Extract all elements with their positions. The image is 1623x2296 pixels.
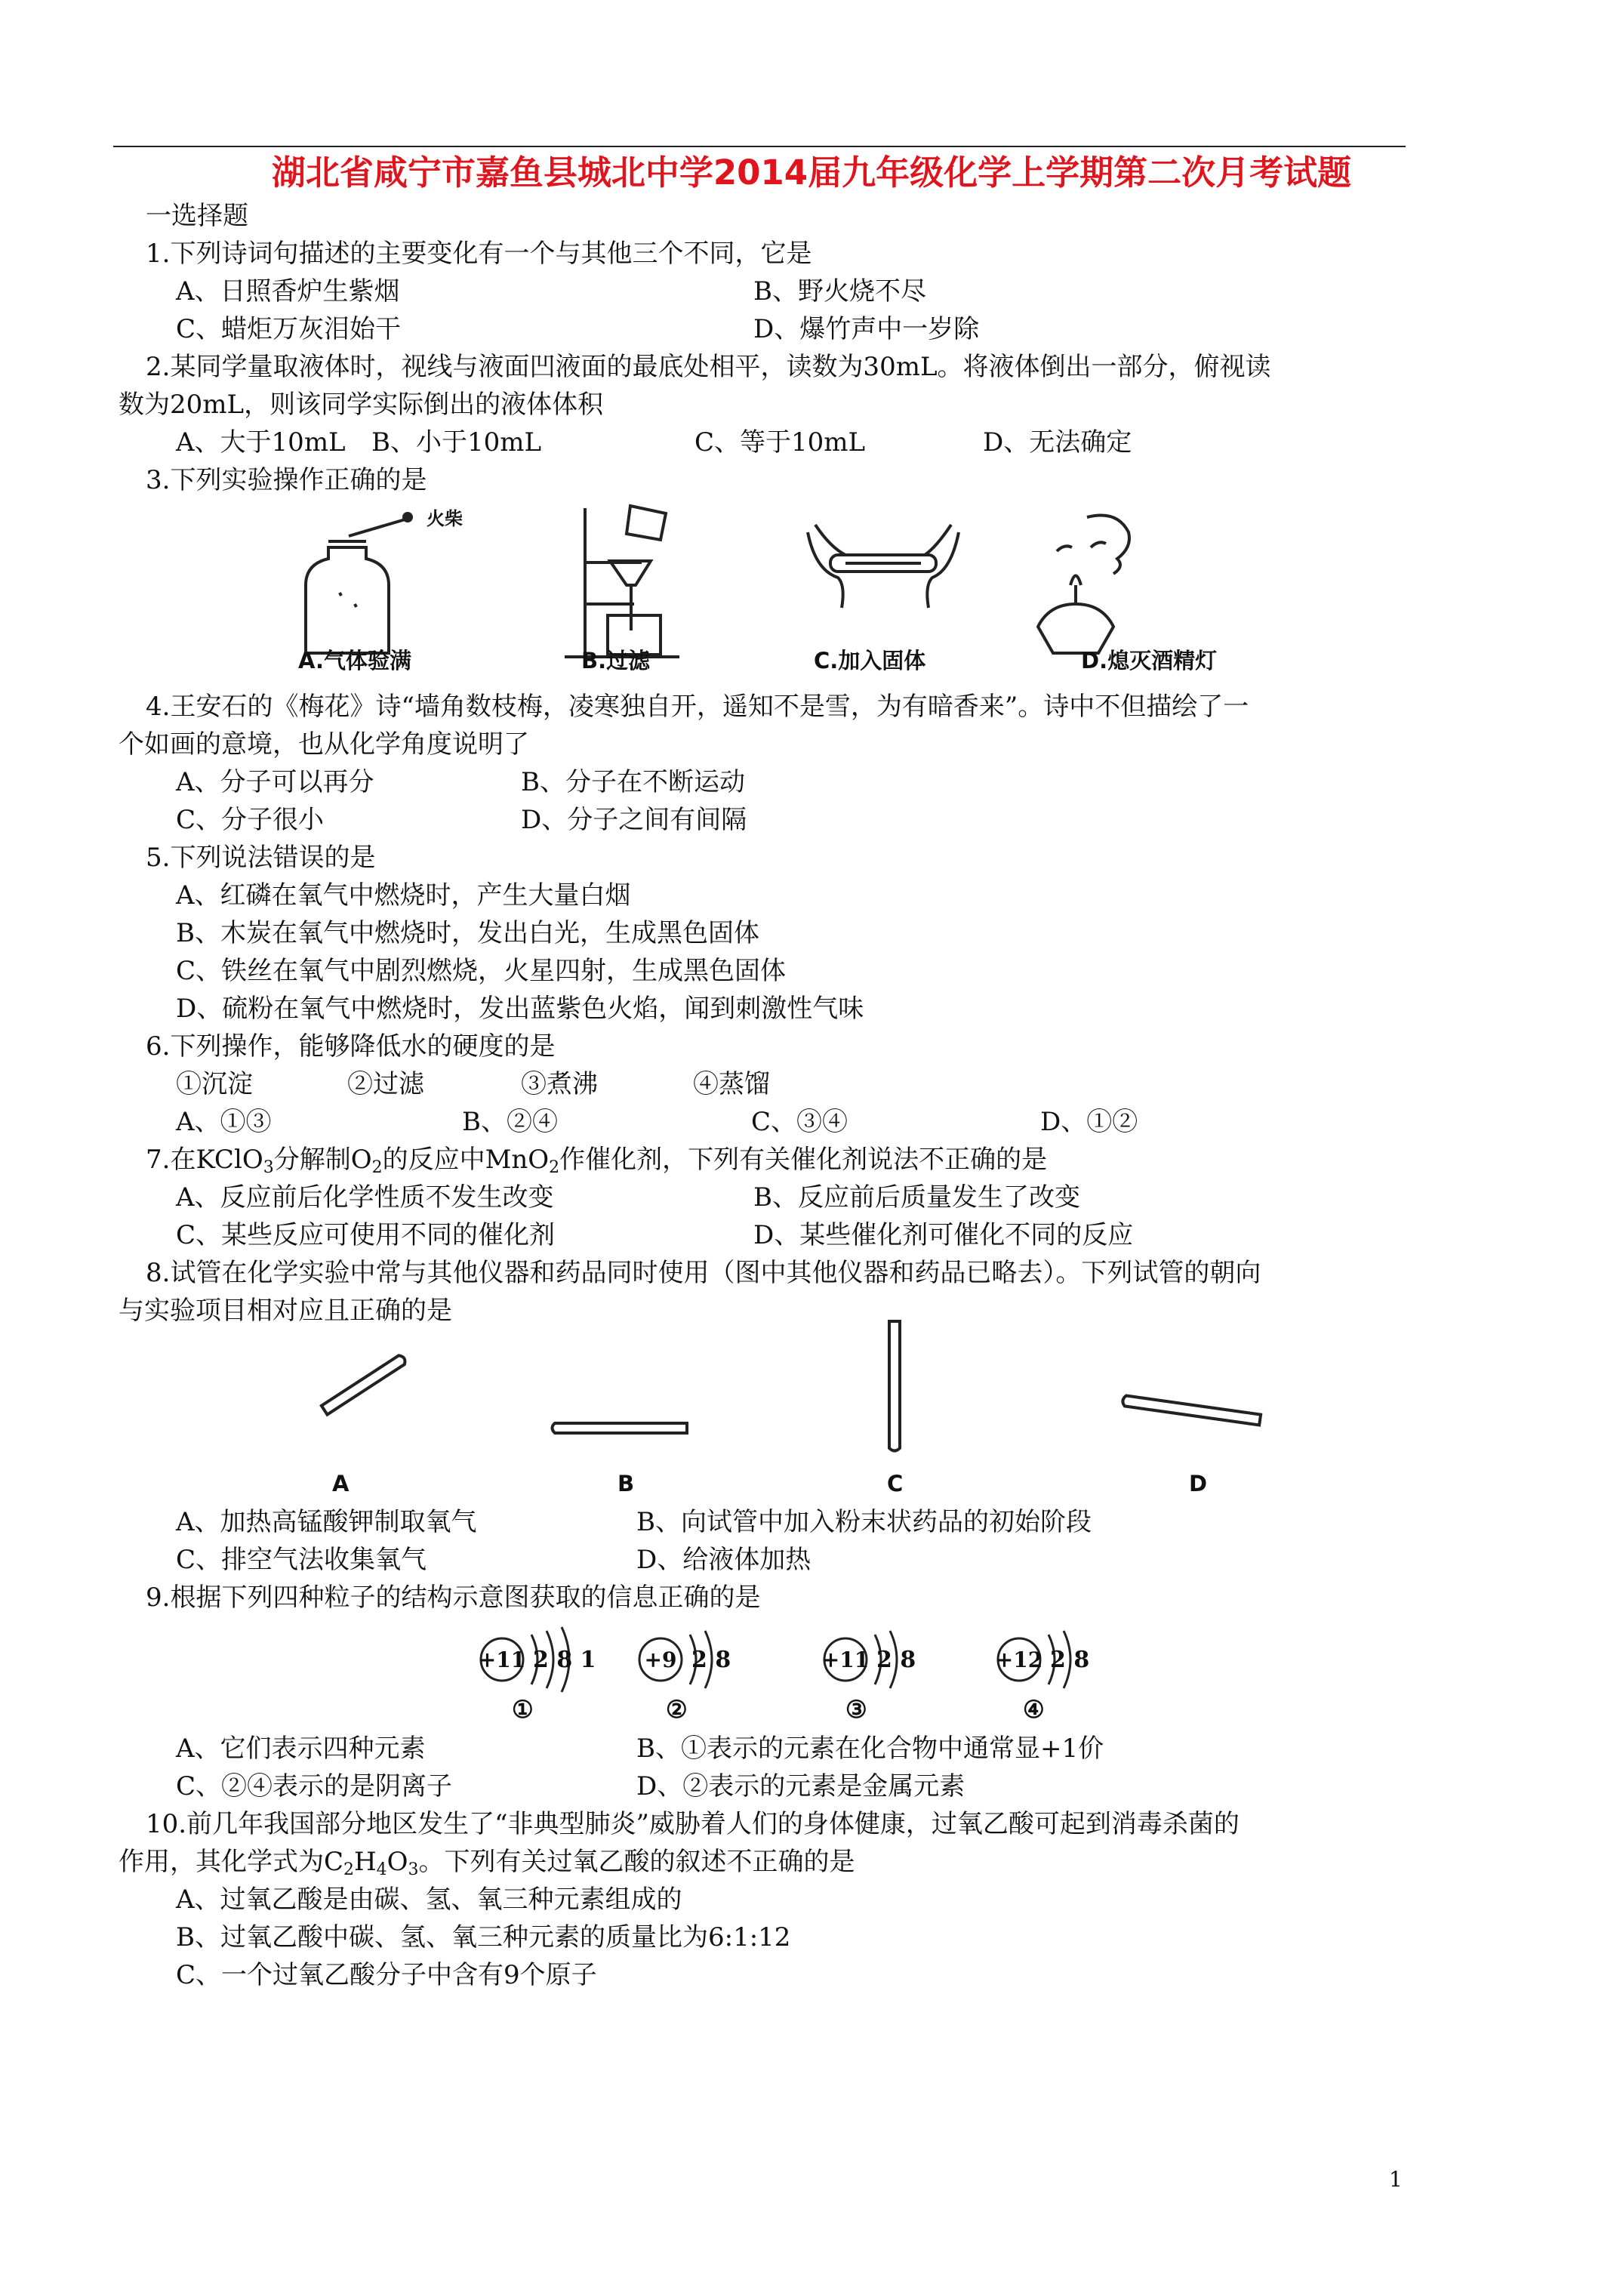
q1-option-d: D、爆竹声中一岁除 [753,314,980,344]
q4-stem-2: 个如画的意境，也从化学角度说明了 [119,729,529,760]
q5-option-c: C、铁丝在氧气中剧烈燃烧，火星四射，生成黑色固体 [176,956,787,986]
q1-option-b: B、野火烧不尽 [753,276,926,307]
q3-caption-b: B.过滤 [581,648,651,673]
q8-option-a: A、加热高锰酸钾制取氧气 [176,1507,477,1537]
q5-option-b: B、木炭在氧气中燃烧时，发出白光，生成黑色固体 [176,918,759,948]
q7-option-d: D、某些催化剂可催化不同的反应 [753,1220,1134,1250]
svg-text:④: ④ [1023,1695,1045,1724]
test-tube-a [322,1354,407,1414]
q6-option-d: D、①② [1040,1107,1138,1137]
q5-option-a: A、红磷在氧气中燃烧时，产生大量白烟 [176,880,631,911]
q8-test-tubes [279,1310,1276,1461]
q5-option-d: D、硫粉在氧气中燃烧时，发出蓝紫色火焰，闻到刺激性气味 [176,994,864,1024]
particle-4 [996,1631,1089,1724]
test-tube-d [1122,1395,1261,1425]
q2-stem-1: 2.某同学量取液体时，视线与液面凹液面的最底处相平，读数为30mL。将液体倒出一部分，俯视读 [146,352,1271,382]
q5-stem: 5.下列说法错误的是 [146,843,376,873]
q7-option-a: A、反应前后化学性质不发生改变 [176,1182,554,1213]
q8-label-d: D [1189,1471,1208,1496]
q2-option-a: A、大于10mL [176,427,346,458]
test-tube-b [553,1423,688,1433]
svg-text:+12: +12 [995,1647,1043,1672]
q6-option-a: A、①③ [176,1107,272,1137]
gas-bottle-figure [306,513,411,653]
q4-option-a: A、分子可以再分 [176,767,374,797]
q3-stem: 3.下列实验操作正确的是 [146,465,427,495]
filtration-figure [565,506,679,657]
q9-stem: 9.根据下列四种粒子的结构示意图获取的信息正确的是 [146,1583,761,1613]
page-number: 1 [1389,2167,1403,2192]
q6-option-c: C、③④ [751,1107,848,1137]
q4-option-c: C、分子很小 [176,805,325,835]
q3-caption-a: A.气体验满 [298,648,411,673]
q10-option-b: B、过氧乙酸中碳、氢、氧三种元素的质量比为6:1:12 [176,1922,791,1952]
q4-option-b: B、分子在不断运动 [521,767,745,797]
q8-option-c: C、排空气法收集氧气 [176,1545,427,1575]
page-title: 湖北省咸宁市嘉鱼县城北中学2014届九年级化学上学期第二次月考试题 [271,153,1352,193]
particle-1 [479,1627,596,1724]
q9-option-d: D、②表示的元素是金属元素 [636,1771,965,1801]
q10-stem-1: 10.前几年我国部分地区发生了“非典型肺炎”威胁着人们的身体健康，过氧乙酸可起到消毒杀菌的 [146,1809,1240,1839]
q7-option-b: B、反应前后质量发生了改变 [753,1182,1080,1213]
q1-option-c: C、蜡炬万灰泪始干 [176,314,402,344]
q1-option-a: A、日照香炉生紫烟 [176,276,400,307]
svg-text:2 8: 2 8 [691,1647,731,1673]
q2-option-b: B、小于10mL [371,427,542,458]
q6-item-3: ③煮沸 [521,1069,598,1099]
q2-option-d: D、无法确定 [983,427,1132,458]
q6-item-2: ②过滤 [347,1069,424,1099]
q6-item-4: ④蒸馏 [693,1069,770,1099]
q10-option-c: C、一个过氧乙酸分子中含有9个原子 [176,1960,597,1990]
svg-text:+11: +11 [821,1647,870,1672]
alcohol-lamp-figure [1038,516,1129,654]
q3-caption-c: C.加入固体 [814,648,926,673]
q8-label-b: B [617,1471,635,1496]
q3-caption-d: D.熄灭酒精灯 [1081,648,1218,673]
q2-option-c: C、等于10mL [694,427,866,458]
q6-stem: 6.下列操作，能够降低水的硬度的是 [146,1031,556,1062]
fire-label: 火柴 [427,508,463,529]
svg-text:③: ③ [845,1695,867,1724]
adding-solid-figure [808,525,959,608]
q8-stem-1: 8.试管在化学实验中常与其他仪器和药品同时使用（图中其他仪器和药品已略去）。下列试管的朝向 [146,1258,1261,1288]
q8-label-a: A [332,1471,350,1496]
header-rule [113,146,1406,147]
svg-text:+9: +9 [644,1647,677,1672]
q10-option-a: A、过氧乙酸是由碳、氢、氧三种元素组成的 [176,1885,682,1915]
q8-option-d: D、给液体加热 [636,1545,812,1575]
svg-text:2 8 1: 2 8 1 [533,1647,596,1673]
q9-option-b: B、①表示的元素在化合物中通常显+1价 [636,1734,1104,1764]
q7-stem: 7.在KClO$_3$分解制$O_2$的反应中MnO$_2$作催化剂，下列有关催化剂说法不正确的是 [146,1145,1048,1177]
svg-text:2 8: 2 8 [876,1647,916,1673]
q8-stem-2: 与实验项目相对应且正确的是 [119,1296,452,1326]
q9-atom-diagrams [468,1616,1117,1729]
q9-option-a: A、它们表示四种元素 [176,1734,426,1764]
q7-option-c: C、某些反应可使用不同的催化剂 [176,1220,556,1250]
q10-stem-2: 作用，其化学式为$C_2H_4O_3$。下列有关过氧乙酸的叙述不正确的是 [119,1847,855,1879]
q4-stem-1: 4.王安石的《梅花》诗“墙角数枝梅，凌寒独自开，遥知不是雪，为有暗香来”。诗中不但描绘了一 [146,692,1249,722]
particle-3 [822,1631,916,1724]
particle-2 [639,1631,731,1724]
q1-stem: 1.下列诗词句描述的主要变化有一个与其他三个不同，它是 [146,239,812,269]
q6-item-1: ①沉淀 [176,1069,253,1099]
q2-stem-2: 数为20mL，则该同学实际倒出的液体体积 [119,390,604,420]
svg-text:①: ① [512,1695,534,1724]
q8-label-c: C [887,1471,904,1496]
test-tube-c [889,1321,900,1451]
q8-option-b: B、向试管中加入粉末状药品的初始阶段 [636,1507,1092,1537]
q6-option-b: B、②④ [462,1107,558,1137]
svg-text:②: ② [666,1695,688,1724]
q9-option-c: C、②④表示的是阴离子 [176,1771,453,1801]
svg-text:+11: +11 [478,1647,526,1672]
svg-text:2 8: 2 8 [1050,1647,1090,1673]
section-heading: 一选择题 [146,201,248,231]
q4-option-d: D、分子之间有间隔 [521,805,747,835]
